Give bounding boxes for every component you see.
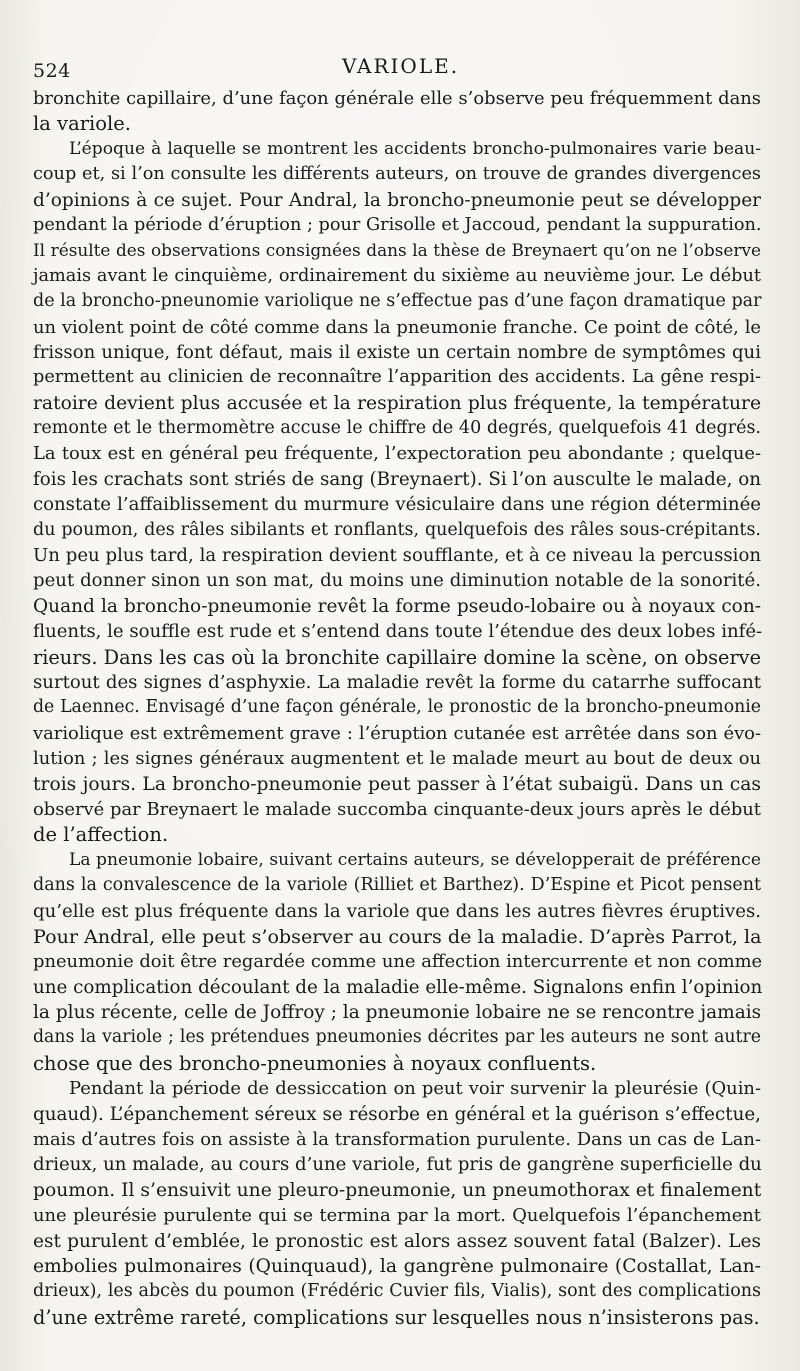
paragraph bbox=[33, 137, 761, 848]
paragraph bbox=[33, 86, 761, 137]
text-line: drieux), les abcès du poumon (Frédéric Cuvier fils, Vialis), sont des complications bbox=[33, 1281, 761, 1302]
text-line: qu’elle est plus fréquente dans la variole que dans les autres fièvres éruptives. bbox=[33, 900, 761, 922]
paragraph bbox=[33, 1076, 761, 1330]
running-title: VARIOLE. bbox=[341, 54, 460, 78]
text-line: une complication découlant de la maladie elle-même. Signalons enfin l’opinion bbox=[33, 976, 763, 998]
text-line: la variole. bbox=[33, 112, 131, 136]
text-line: Il résulte des observations consignées dans la thèse de Breynaert qu’on ne l’observe bbox=[33, 240, 761, 261]
text-line: variolique est extrêmement grave : l’éruption cutanée est arrêtée dans son évo- bbox=[33, 722, 761, 744]
text-line: La toux est en général peu fréquente, l’expectoration peu abondante ; quelque- bbox=[33, 443, 761, 465]
text-line: drieux, un malade, au cours d’une variole, fut pris de gangrène superficielle du bbox=[33, 1154, 762, 1176]
text-line: Un peu plus tard, la respiration devient soufflante, et à ce niveau la percussion bbox=[33, 545, 761, 567]
text-line: jamais avant le cinquième, ordinairement du sixième au neuvième jour. Le début bbox=[33, 265, 761, 286]
text-line: pneumonie doit être regardée comme une affection intercurrente et non comme bbox=[33, 951, 763, 973]
text-line: d’une extrême rareté, complications sur lesquelles nous n’insisterons pas. bbox=[33, 1305, 760, 1329]
text-line: Pendant la période de dessiccation on peut voir survenir la pleurésie (Quin- bbox=[69, 1078, 761, 1100]
text-line: ratoire devient plus accusée et la respiration plus fréquente, la température bbox=[33, 392, 761, 414]
text-line: de l’affection. bbox=[33, 823, 169, 847]
text-line: remonte et le thermomètre accuse le chiffre de 40 degrés, quelquefois 41 degrés. bbox=[33, 418, 761, 439]
text-line: peut donner sinon un son mat, du moins une diminution notable de la sonorité. bbox=[33, 570, 761, 592]
text-line: est purulent d’emblée, le pronostic est alors assez souvent fatal (Balzer). Les bbox=[33, 1230, 761, 1252]
text-line: surtout des signes d’asphyxie. La maladie revêt la forme du catarrhe suffocant bbox=[33, 671, 761, 693]
text-line: chose que des broncho-pneumonies à noyaux confluents. bbox=[33, 1051, 597, 1075]
text-line: dans la variole ; les prétendues pneumonies décrites par les auteurs ne sont autre bbox=[33, 1027, 761, 1048]
text-line: du poumon, des râles sibilants et ronflants, quelquefois des râles sous-crépitants. bbox=[33, 519, 761, 540]
text-line: Pour Andral, elle peut s’observer au cours de la maladie. D’après Parrot, la bbox=[33, 924, 762, 948]
text-line: mais d’autres fois on assiste à la transformation purulente. Dans un cas de Lan- bbox=[33, 1129, 761, 1151]
text-line: bronchite capillaire, d’une façon générale elle s’observe peu fréquemment dans bbox=[33, 88, 761, 109]
text-line: dans la convalescence de la variole (Rilliet et Barthez). D’Espine et Picot pensent bbox=[33, 875, 761, 896]
text-line: quaud). L’épanchement séreux se résorbe en général et la guérison s’effectue, bbox=[33, 1103, 761, 1125]
text-line: observé par Breynaert le malade succomba cinquante-deux jours après le début bbox=[33, 798, 761, 820]
text-line: constate l’affaiblissement du murmure vésiculaire dans une région déterminée bbox=[33, 494, 761, 516]
body-text bbox=[33, 86, 761, 1330]
text-line: permettent au clinicien de reconnaître l’apparition des accidents. La gêne respi- bbox=[33, 367, 761, 388]
paragraph bbox=[33, 848, 761, 1077]
text-line: rieurs. Dans les cas où la bronchite capillaire domine la scène, on observe bbox=[33, 645, 761, 669]
text-line: La pneumonie lobaire, suivant certains auteurs, se développerait de préférence bbox=[69, 849, 761, 870]
text-line: trois jours. La broncho-pneumonie peut passer à l’état subaigü. Dans un cas bbox=[33, 773, 761, 795]
text-line: la plus récente, celle de Joffroy ; la pneumonie lobaire ne se rencontre jamais bbox=[33, 1002, 762, 1024]
text-line: d’opinions à ce sujet. Pour Andral, la broncho-pneumonie peut se développer bbox=[33, 189, 761, 211]
text-line: L’époque à laquelle se montrent les accidents broncho-pulmonaires varie beau- bbox=[69, 138, 761, 159]
text-line: lution ; les signes généraux augmentent et le malade meurt au bout de deux ou bbox=[33, 748, 761, 770]
text-line: de Laennec. Envisagé d’une façon générale, le pronostic de la broncho-pneumonie bbox=[33, 697, 761, 718]
text-line: une pleurésie purulente qui se termina par la mort. Quelquefois l’épanchement bbox=[33, 1205, 761, 1227]
text-line: un violent point de côté comme dans la pneumonie franche. Ce point de côté, le bbox=[33, 316, 761, 338]
page-number: 524 bbox=[33, 60, 71, 82]
text-line: Quand la broncho-pneumonie revêt la forme pseudo-lobaire ou à noyaux con- bbox=[33, 595, 761, 617]
text-line: fluents, le souffle est rude et s’entend dans toute l’étendue des deux lobes infé- bbox=[33, 621, 763, 643]
text-line: frisson unique, font défaut, mais il existe un certain nombre de symptômes qui bbox=[33, 341, 761, 363]
text-line: poumon. Il s’ensuivit une pleuro-pneumonie, un pneumothorax et finalement bbox=[33, 1179, 762, 1201]
page-header bbox=[33, 54, 768, 84]
text-line: coup et, si l’on consulte les différents auteurs, on trouve de grandes divergences bbox=[33, 164, 761, 185]
text-line: de la broncho-pneunomie variolique ne s’effectue pas d’une façon dramatique par bbox=[33, 291, 762, 312]
text-line: embolies pulmonaires (Quinquaud), la gangrène pulmonaire (Costallat, Lan- bbox=[33, 1255, 761, 1277]
text-line: pendant la période d’éruption ; pour Grisolle et Jaccoud, pendant la suppuration. bbox=[33, 214, 762, 235]
text-line: fois les crachats sont striés de sang (Breynaert). Si l’on ausculte le malade, on bbox=[33, 468, 762, 490]
